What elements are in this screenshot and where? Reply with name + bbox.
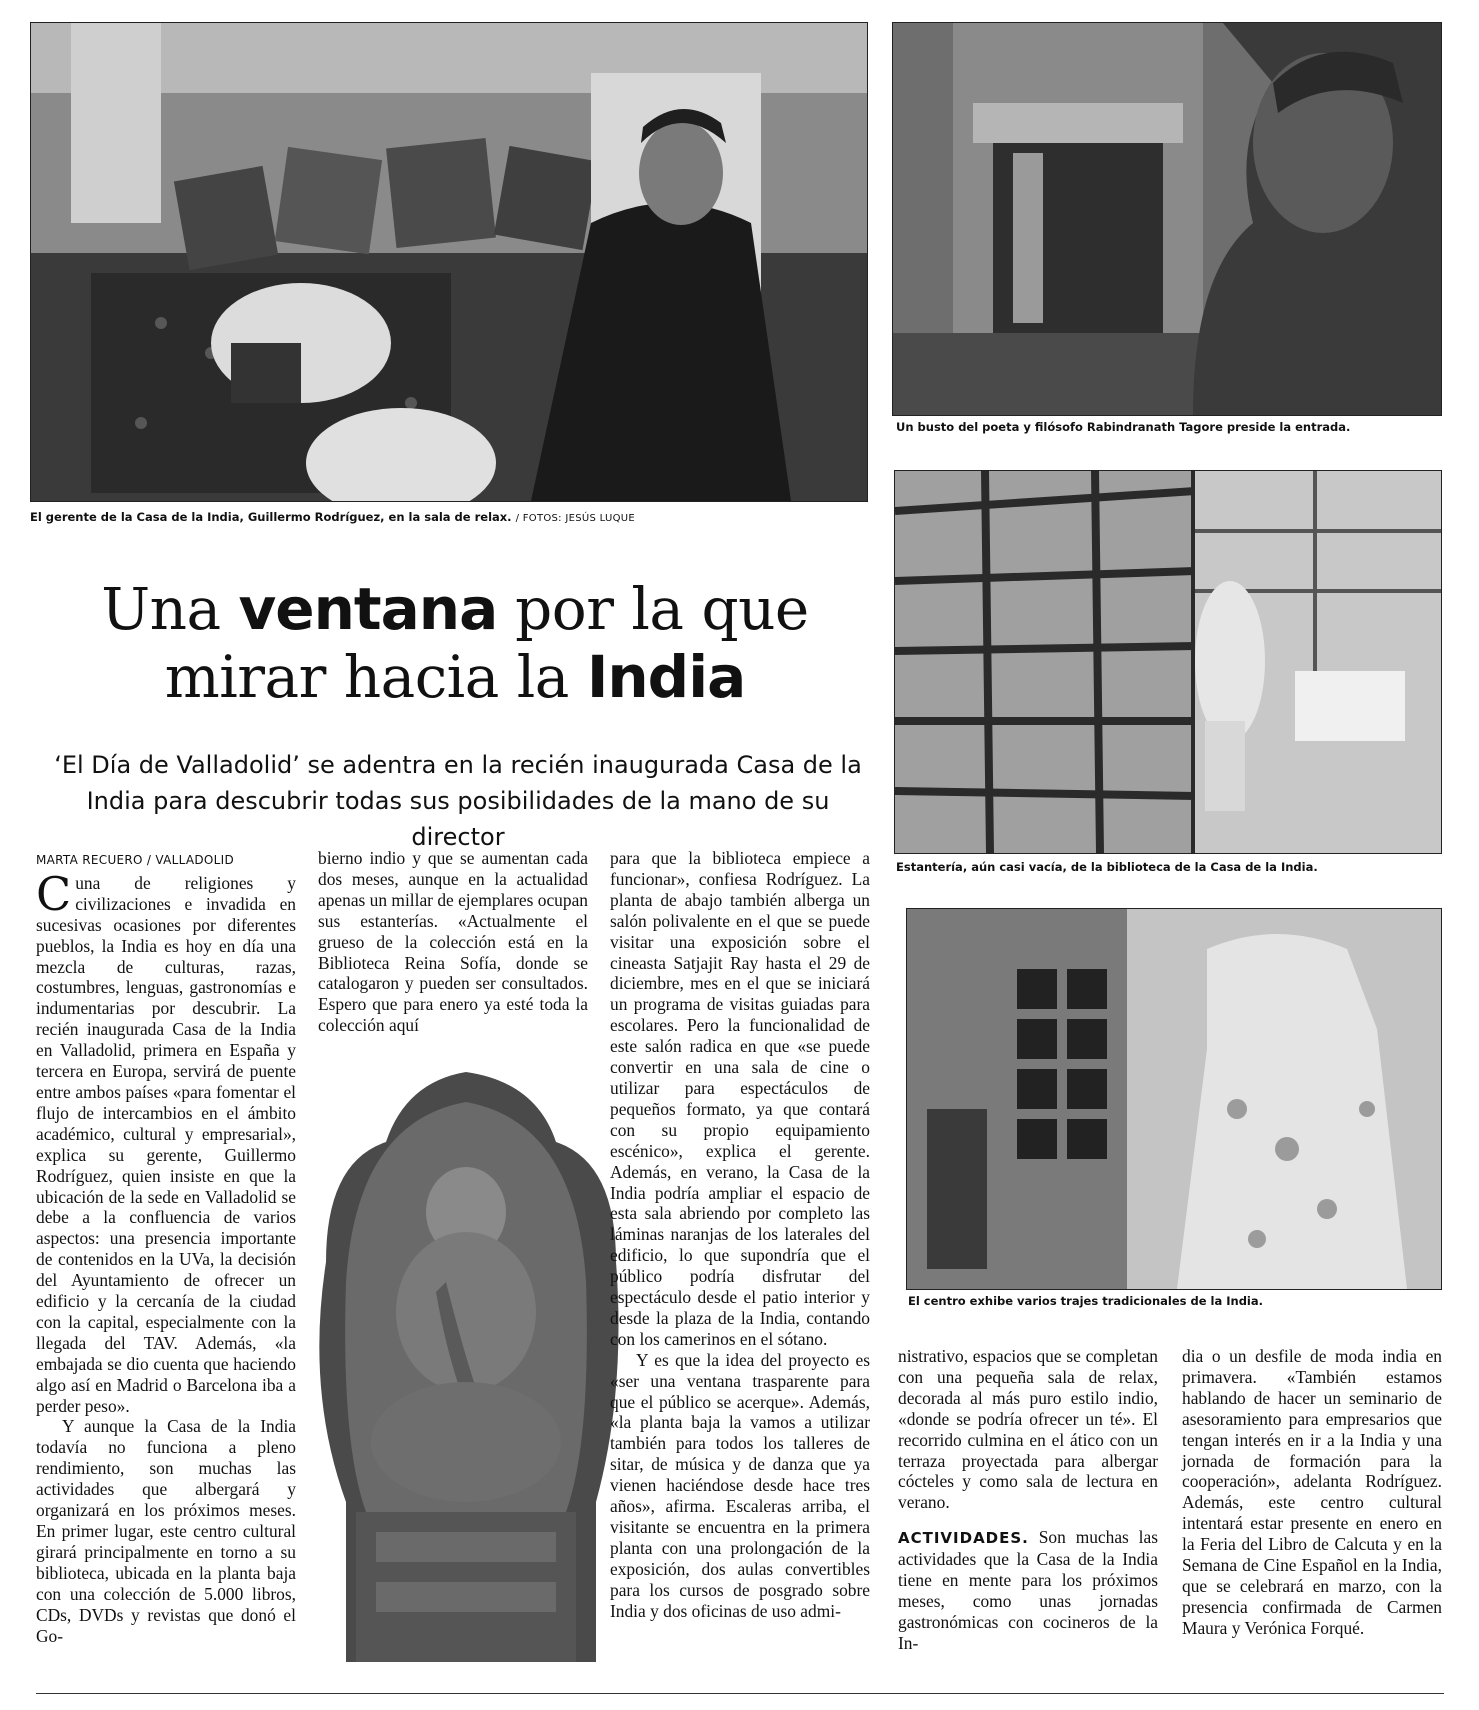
subheadline: ‘El Día de Valladolid’ se adentra en la recién inaugurada Casa de la India para descubrir todas sus posibilidades de la mano de su director [54, 751, 862, 851]
costume-caption: El centro exhibe varios trajes tradicionales de la India. [908, 1294, 1264, 1308]
col1-paragraph-1: una de religiones y civilizaciones e invadida en sucesivas ocasiones por diferentes pueblos, la India es hoy en día una mezcla de culturas, razas, costumbres, lenguas, gastronomías e indumentarias por descubrir. La recién inaugurada Casa de la India en Valladolid, primera en España y tercera en Europa, servirá de puente entre ambos países «para fomentar el flujo de intercambios en el ámbito académico, cultural y empresarial», explica su gerente, Guillermo Rodríguez, quien insiste en que la ubicación de la sede en Valladolid se debe a la confluencia de varios aspectos: una presencia importante de contenidos en la UVa, la decisión del Ayuntamiento de ofrecer un edificio y la cercanía de la ciudad con la capital, especialmente con la llegada del TAV. Además, «la embajada se dio cuenta que haciendo algo así en Madrid o Barcelona iba a perder peso». [36, 872, 296, 1416]
dropcap: C [36, 866, 72, 921]
tagore-bust-photo [892, 22, 1442, 416]
col2-paragraph-1: bierno indio y que se aumentan cada dos meses, aunque en la actualidad apenas un millar de ejemplares ocupan sus estanterías. «Actualmente el grueso de la colección está en la Biblioteca Reina Sofía, donde se catalogaron y pueden ser consultados. Espero que para enero ya esté toda la colección aquí [318, 848, 588, 1036]
article-column-2 [318, 848, 588, 1038]
col5-paragraph-1: dia o un desfile de moda india en primavera. «También estamos hablando de hacer un seminario de asesoramiento para empresarios que tengan interés en ir a la India y una jornada de formación para la cooperación», adelanta Rodríguez. Además, este centro cultural intentará estar presente en enero en la Feria del Libro de Calcuta y en la Semana de Cine Español en la India, que se celebrará en marzo, con la presencia confirmada de Carmen Maura y Verónica Forqué. [1182, 1346, 1442, 1638]
photo-credit: / FOTOS: JESÚS LUQUE [515, 513, 635, 524]
bottom-rule [36, 1693, 1444, 1694]
costume-exhibition-photo [906, 908, 1442, 1290]
tagore-caption: Un busto del poeta y filósofo Rabindranath Tagore preside la entrada. [896, 420, 1351, 434]
library-caption: Estantería, aún casi vacía, de la biblioteca de la Casa de la India. [896, 860, 1318, 874]
col1-paragraph-2: Y aunque la Casa de la India todavía no funciona a pleno rendimiento, son muchas las actividades que albergará y organizará en los próximos meses. En primer lugar, este centro cultural girará principalmente en torno a su biblioteca, ubicada en la planta baja con una colección de 5.000 libros, CDs, DVDs y revistas que donó el Go- [36, 1416, 296, 1646]
headline [60, 575, 850, 711]
headline-bold1: ventana [238, 575, 498, 643]
headline-part2: por la que mirar hacia la [164, 575, 809, 711]
col4-paragraph-1: nistrativo, espacios que se completan con una pequeña sala de relax, decorada al más puro estilo indio, «donde se podría ofrecer un té». El recorrido culmina en el ático con un terraza proyectada para albergar cócteles y como sala de lectura en verano. [898, 1346, 1158, 1513]
col4-paragraph-2: Son muchas las actividades que la Casa de la India tiene en mente para los próximos meses, como unas jornadas gastronómicas con cocineros de la In- [898, 1527, 1158, 1653]
main-photo-caption [30, 510, 635, 526]
article-column-5 [1182, 1346, 1442, 1692]
main-caption-text: El gerente de la Casa de la India, Guillermo Rodríguez, en la sala de relax. [30, 510, 512, 524]
headline-bold2: India [586, 643, 746, 711]
ganesha-statue-image [296, 1062, 636, 1682]
main-photo-manager [30, 22, 868, 502]
article-column-3 [610, 848, 870, 1690]
article-column-4 [898, 1346, 1158, 1692]
headline-part1: Una [101, 575, 239, 643]
col3-paragraph-2: Y es que la idea del proyecto es «ser una ventana trasparente para que el público se acerque». Además, «la planta baja la vamos a utilizar también para todos los talleres de sitar, de música y de danza que ya vienen haciéndose desde hace tres años», afirma. Escaleras arriba, el visitante se encuentra en la primera planta con una prolongación de la exposición, dos aulas convertibles para los cursos de posgrado sobre India y dos oficinas de uso admi- [610, 1349, 870, 1621]
activities-label: ACTIVIDADES. [898, 1529, 1029, 1548]
article-column-1 [36, 850, 296, 1692]
col3-paragraph-1: para que la biblioteca empiece a funcionar», confiesa Rodríguez. La planta de abajo también alberga un salón polivalente en el que se puede visitar una exposición sobre el cineasta Satjajit Ray hasta el 29 de diciembre, mes en el que se iniciará un programa de visitas guiadas para escolares. Pero la funcionalidad de este salón radica en que «se puede convertir en una sala de cine o utilizar para espectáculos de pequeños formato, ya que contará con su propio equipamiento escénico», explica el gerente. Además, en verano, la Casa de la India podría ampliar el espacio de esta sala abriendo por completo las láminas naranjas de los laterales del edificio, lo que supondría que el público podría disfrutar del espectáculo desde el patio interior y desde la plaza de la India, contando con los camerinos en el sótano. [610, 848, 870, 1349]
byline: MARTA RECUERO / VALLADOLID [36, 853, 235, 867]
library-shelf-photo [894, 470, 1442, 854]
